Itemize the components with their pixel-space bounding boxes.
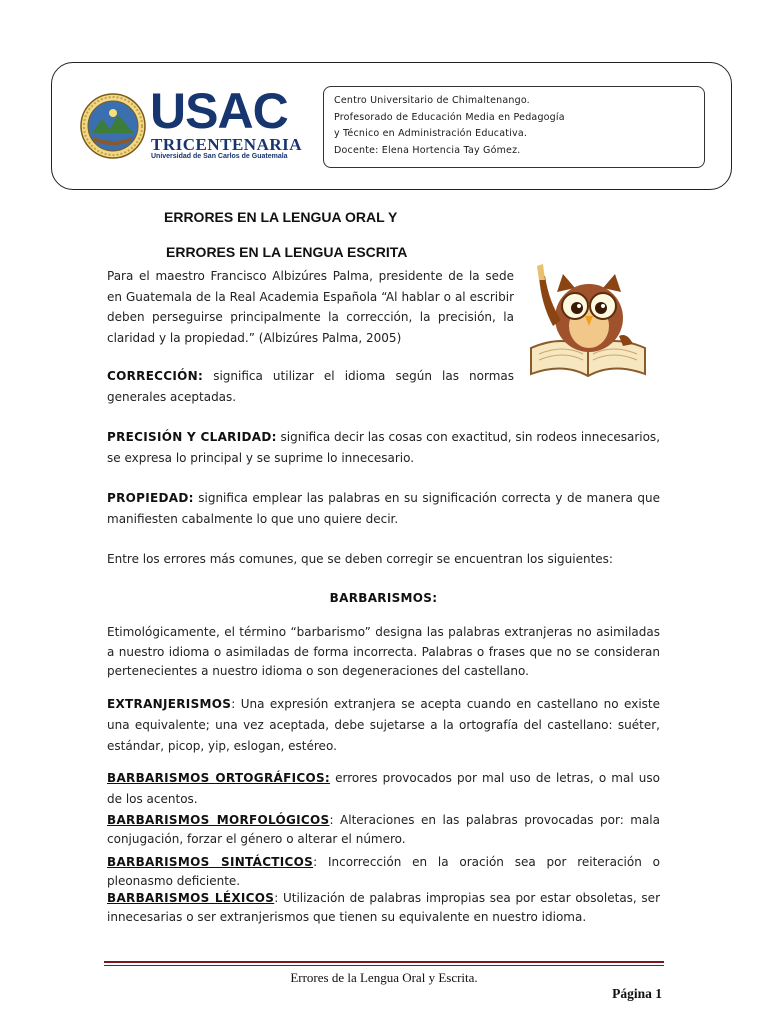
usac-logo-word: USAC xyxy=(150,83,288,139)
barbarismos-heading xyxy=(107,588,660,609)
barbarismos-ortograficos xyxy=(107,768,660,809)
definition-propiedad xyxy=(107,488,660,529)
info-line: Docente: Elena Hortencia Tay Gómez. xyxy=(334,144,521,156)
page-number: Página 1 xyxy=(612,986,662,1001)
section-heading: BARBARISMOS: xyxy=(329,591,438,605)
definition-text: significa decir las cosas con exactitud, sin rodeos innecesarios, se expresa lo principal y se suprime lo innecesario. xyxy=(107,430,661,465)
term-precision: PRECISIÓN Y CLARIDAD: xyxy=(107,430,277,444)
intro-paragraph: Para el maestro Francisco Albizúres Palma, presidente de la sede en Guatemala de la Real Academia Española “Al hablar o al escribir deben perseguirse principalmente la corrección, la precisión, la claridad y la propiedad.” (Albizúres Palma, 2005) xyxy=(107,269,514,345)
university-name: Universidad de San Carlos de Guatemala xyxy=(151,153,288,160)
definition-text: significa utilizar el idioma según las normas generales aceptadas. xyxy=(107,369,514,404)
barbarismos-sintacticos xyxy=(107,853,660,891)
info-line: y Técnico en Administración Educativa. xyxy=(334,128,528,139)
owl-reading-book-illustration xyxy=(523,256,653,381)
extranjerismos-paragraph xyxy=(107,694,660,757)
term-morfologicos: BARBARISMOS MORFOLÓGICOS xyxy=(107,813,330,827)
definition-text: : Una expresión extranjera se acepta cuando en castellano no existe una equivalente; una vez aceptada, debe sujetarse a la ortografía del castellano: suéter, estándar, picop, yip, eslogan, estéreo. xyxy=(107,697,660,753)
tricentenaria-logo-text: TRICENTENARIA xyxy=(151,135,303,154)
common-errors-intro: Entre los errores más comunes, que se deben corregir se encuentran los siguientes: xyxy=(107,552,613,566)
definition-precision xyxy=(107,427,660,468)
usac-seal-logo xyxy=(80,93,146,159)
definition-text: : Incorrección en la oración sea por reiteración o pleonasmo deficiente. xyxy=(107,855,660,888)
term-sintacticos: BARBARISMOS SINTÁCTICOS xyxy=(107,855,314,869)
barbarismos-etymology: Etimológicamente, el término “barbarismo” designa las palabras extranjeras no asimiladas a nuestro idioma o asimiladas de forma incorrecta. Palabras o frases que no se consideran pertenecientes a nuestro idioma o son degeneraciones del castellano. xyxy=(107,625,660,678)
definition-text: significa emplear las palabras en su significación correcta y de manera que manifiesten cabalmente lo que uno quiere decir. xyxy=(107,491,660,526)
footer-title: Errores de la Lengua Oral y Escrita. xyxy=(290,970,478,985)
definition-text: : Utilización de palabras impropias sea por estar obsoletas, ser innecesarias o ser extranjerismos que tienen su equivalente en nuestro idioma. xyxy=(107,891,660,924)
term-correccion: CORRECCIÓN: xyxy=(107,369,204,383)
term-ortograficos: BARBARISMOS ORTOGRÁFICOS: xyxy=(107,771,330,785)
term-extranjerismos: EXTRANJERISMOS xyxy=(107,697,232,711)
info-line: Centro Universitario de Chimaltenango. xyxy=(334,95,530,106)
term-lexicos: BARBARISMOS LÉXICOS xyxy=(107,891,275,905)
footer-rule xyxy=(104,961,664,966)
document-title-line2: ERRORES EN LA LENGUA ESCRITA xyxy=(166,244,408,260)
institution-info-box xyxy=(323,86,705,168)
term-propiedad: PROPIEDAD: xyxy=(107,491,194,505)
info-line: Profesorado de Educación Media en Pedagogía xyxy=(334,111,565,123)
definition-text: : Alteraciones en las palabras provocadas por: mala conjugación, forzar el género o alterar el número. xyxy=(107,813,660,846)
definition-correccion xyxy=(107,366,514,407)
barbarismos-lexicos xyxy=(107,889,660,927)
document-title-line1: ERRORES EN LA LENGUA ORAL Y xyxy=(164,209,398,225)
barbarismos-morfologicos xyxy=(107,811,660,849)
definition-text: errores provocados por mal uso de letras, o mal uso de los acentos. xyxy=(107,771,660,806)
